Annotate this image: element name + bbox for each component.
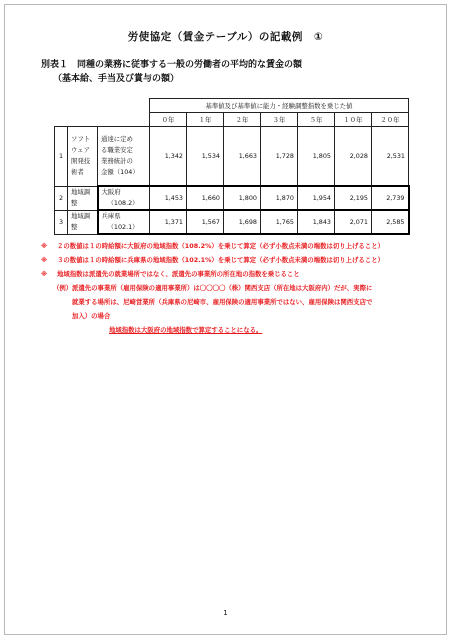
- wage-value: 1,805: [298, 127, 335, 187]
- year-header: ３年: [261, 113, 298, 127]
- note-text: 地域指数は派遣先の就業場所ではなく、派遣先の事業所の所在地の指数を乗じること: [57, 270, 300, 278]
- occupation-line: 開発技: [71, 157, 91, 166]
- wage-value: 1,663: [224, 127, 261, 187]
- occupation-cell: [68, 210, 98, 234]
- region-line: （102.1）: [107, 223, 139, 231]
- note-3: [41, 269, 300, 280]
- wage-value: 1,870: [261, 186, 298, 210]
- note-2: [41, 255, 384, 266]
- table-row: [55, 127, 409, 187]
- year-header: ５年: [298, 113, 335, 127]
- note-mark: ※: [41, 242, 48, 250]
- note-mark: ※: [41, 256, 48, 264]
- page-title: 労使協定（賃金テーブル）の記載例 ①: [127, 31, 324, 43]
- wage-value: 2,585: [372, 210, 409, 234]
- occupation-line: 整: [71, 199, 78, 207]
- year-header: ２０年: [372, 113, 409, 127]
- region-line: 兵庫県: [101, 212, 121, 220]
- region-line: 大阪府: [101, 188, 121, 196]
- region-cell: [98, 210, 150, 234]
- row-number: 2: [55, 186, 68, 210]
- table-row: [55, 210, 409, 234]
- wage-value: 2,071: [335, 210, 372, 234]
- region-line: （108.2）: [107, 199, 139, 207]
- note-mark: ※: [41, 270, 48, 278]
- document-page: [4, 4, 447, 635]
- group-header: 基準値及び基準値に能力・経験調整指数を乗じた値: [150, 99, 409, 113]
- occupation-line: 地域調: [71, 212, 91, 220]
- occupation-line: ソフト: [71, 135, 91, 144]
- wage-value: 2,739: [372, 186, 409, 210]
- note-text: ３の数値は１の時給額に兵庫県の地域指数（102.1%）を乗じて算定（必ず小数点未満の端数は切り上げること）: [57, 256, 384, 264]
- source-line: る職業安定: [101, 146, 133, 154]
- source-line: 業務統計の: [101, 157, 133, 165]
- note-text: ２の数値は１の時給額に大阪府の地域指数（108.2%）を乗じて算定（必ず小数点未満の端数は切り上げること）: [57, 242, 384, 250]
- occupation-line: 術者: [71, 168, 84, 177]
- wage-value: 1,728: [261, 127, 298, 187]
- source-cell: [98, 127, 150, 187]
- example-text: 派遣先の事業所（雇用保険の適用事業所）は〇〇〇〇（株）関西支店（所在地は大阪府内）だが、実際に: [72, 284, 373, 292]
- source-line: 通達に定め: [101, 135, 133, 143]
- source-line: 金額（104）: [101, 168, 139, 176]
- occupation-line: 整: [71, 223, 78, 231]
- occupation-cell: [68, 186, 98, 210]
- year-header: ０年: [150, 113, 187, 127]
- example-line-2: 就業する場所は、尼崎営業所（兵庫県の尼崎市、雇用保険の適用事業所ではない、雇用保険は関西支店で: [72, 298, 373, 306]
- wage-value: 1,954: [298, 186, 335, 210]
- note-1: [41, 241, 384, 252]
- example-line-1: [53, 283, 372, 294]
- wage-value: 2,195: [335, 186, 372, 210]
- wage-value: 2,028: [335, 127, 372, 187]
- year-header: ２年: [224, 113, 261, 127]
- wage-value: 1,342: [150, 127, 187, 187]
- example-mark: （例）: [53, 284, 73, 292]
- occupation-cell: [68, 127, 98, 187]
- year-header: １年: [187, 113, 224, 127]
- year-header: １０年: [335, 113, 372, 127]
- heading-line-2: （基本給、手当及び賞与の額）: [53, 74, 180, 84]
- page-number: 1: [223, 609, 228, 617]
- wage-value: 1,698: [224, 210, 261, 234]
- heading-line-1: 別表１ 同種の業務に従事する一般の労働者の平均的な賃金の額: [41, 60, 303, 70]
- wage-value: 1,660: [187, 186, 224, 210]
- wage-value: 1,371: [150, 210, 187, 234]
- occupation-line: 地域調: [71, 188, 91, 196]
- wage-value: 1,843: [298, 210, 335, 234]
- wage-value: 1,453: [150, 186, 187, 210]
- wage-value: 1,765: [261, 210, 298, 234]
- wage-value: 1,800: [224, 186, 261, 210]
- wage-table: [54, 98, 410, 235]
- example-conclusion: 地域指数は大阪府の地域指数で算定することになる。: [109, 326, 263, 334]
- table-heading: [41, 58, 302, 86]
- example-line-3: 加入）の場合: [72, 312, 111, 320]
- region-cell: [98, 186, 150, 210]
- row-number: 3: [55, 210, 68, 234]
- table-row: [55, 186, 409, 210]
- wage-value: 1,567: [187, 210, 224, 234]
- row-number: 1: [55, 127, 68, 187]
- wage-value: 1,534: [187, 127, 224, 187]
- wage-value: 2,531: [372, 127, 409, 187]
- occupation-line: ウェア: [71, 146, 90, 155]
